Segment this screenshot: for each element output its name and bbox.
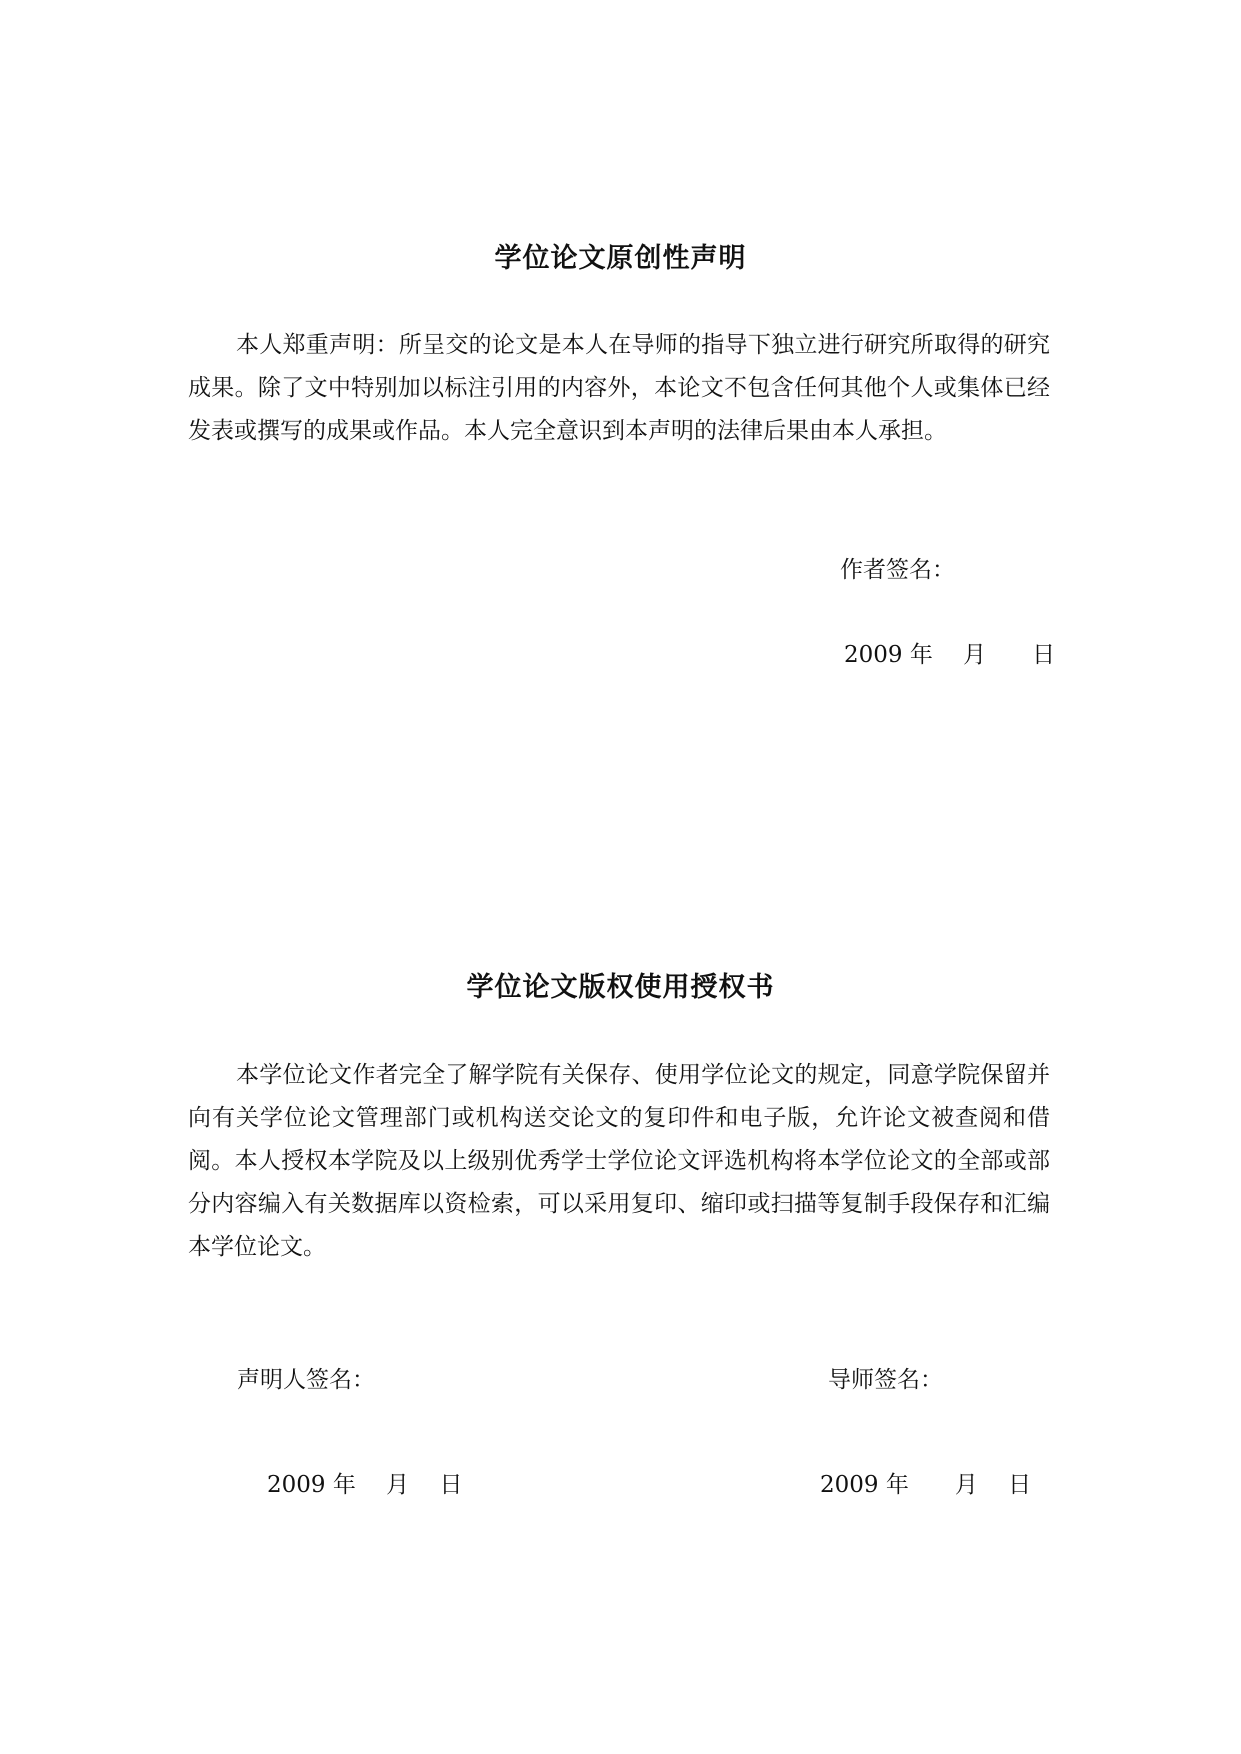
- declaration-body: 本人郑重声明：所呈交的论文是本人在导师的指导下独立进行研究所取得的研究成果。除了文中特别加以标注引用的内容外，本论文不包含任何其他个人或集体已经发表或撰写的成果或作品。本人完全意识到本声明的法律后果由本人承担。: [188, 332, 1050, 444]
- advisor-signature-label: 导师签名：: [828, 1367, 943, 1393]
- author-signature-label: 作者签名：: [840, 557, 955, 583]
- declaration-title: 学位论文原创性声明: [494, 243, 747, 274]
- advisor-date-line: 2009 年 月 日: [820, 1472, 1032, 1498]
- declarant-date-line: 2009 年 月 日: [267, 1472, 463, 1498]
- authorization-title: 学位论文版权使用授权书: [466, 972, 775, 1003]
- declarant-signature-label: 声明人签名：: [237, 1367, 375, 1393]
- author-date-line: 2009 年 月 日: [844, 642, 1056, 668]
- authorization-body: 本学位论文作者完全了解学院有关保存、使用学位论文的规定，同意学院保留并向有关学位论文管理部门或机构送交论文的复印件和电子版，允许论文被查阅和借阅。本人授权本学院及以上级别优秀学士学位论文评选机构将本学位论文的全部或部分内容编入有关数据库以资检索，可以采用复印、缩印或扫描等复制手段保存和汇编本学位论文。: [188, 1062, 1050, 1260]
